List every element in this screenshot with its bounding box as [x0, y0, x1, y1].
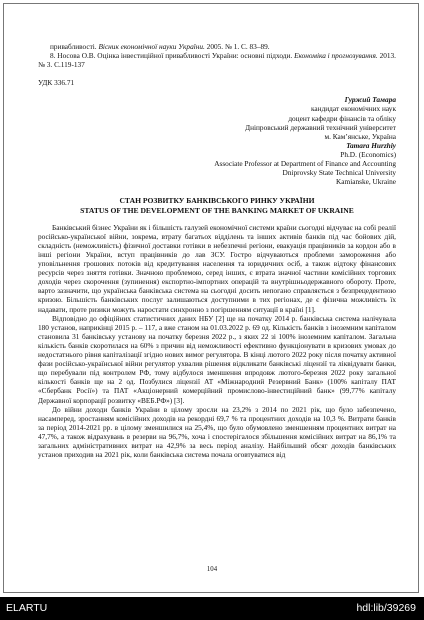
author-block	[38, 95, 396, 186]
author-city-en: Kamianske, Ukraine	[336, 177, 396, 187]
reference-7: привабливості. Вісник економічної науки України. 2005. № 1. С. 83–89.	[50, 42, 270, 51]
page-number: 104	[206, 566, 218, 573]
author-name-en: Tamara Hurzhiy	[346, 140, 396, 150]
reference-8: 8. Носова О.В. Оцінка інвестиційної привабливості України: основні підходи. Економіка і прогнозування. 2013. № 3. С.119-137	[38, 51, 397, 70]
article-content	[38, 42, 396, 459]
author-city-ua: м. Кам’янське, Україна	[324, 131, 396, 141]
author-university-en: Dniprovsky State Technical University	[282, 168, 396, 178]
udk-code: УДК 336.71	[38, 78, 75, 88]
repository-footer	[0, 597, 424, 620]
title-ua: СТАН РОЗВИТКУ БАНКІВСЬКОГО РИНКУ УКРАЇНИ	[119, 196, 315, 206]
paragraph-3: До війни доходи банків України в цілому зросли на 23,2% з 2014 по 2021 рік, що було забезпечено, насамперед, зростанням комісійних доходів на рекордні 69,7 % та процентних доходів на 10,3 %. Витрати банків за період 2014-2021 рр. в цілому зменшилися на 25,4%, що було обумовлено зменшенням процентних витрат на 47,7%, а також відрахувань в резерви на 96,7%, хоча і спостерігалося збільшення комісійних витрат на 86,1% та загальних адміністративних витрат на 42,9% за весь період аналізу. Найбільший обсяг доходів банківських установ приходив на 2021 рік, коли банківська система почала оговтуватися від	[38, 404, 396, 460]
author-degree-en: Ph.D. (Economics)	[340, 149, 396, 159]
repository-name: ELARTU	[6, 602, 48, 614]
paragraph-1: Банківський бізнес України як і більшість галузей економічної системи країни сьогодні відчуває на собі реалії російсько-української війни, зокрема, втрату багатьох відділень та інших активів банків під час бойових дій, складність (неможливість) фізичної доставки готівки в небезпечні регіони, евакуація працівників за кордон або в інші регіони України, вступ працівників до лав ЗСУ. Гостро відчуваються проблеми замороження або уповільнення грошових потоків від кредитування населення та юридичних осіб, а також відтоку фінансових ресурсів через зняття готівки. Значною проблемою, серед інших, є втрата значної частини комісійних торгових доходів через скорочення (зупинення) експортно-імпортних операцій та внутрішньодержавного обороту. Проте, варто зазначити, що українська банківська система на сьогодні досить непогано справляється з безпрецедентною кризою. Більшість банківських послуг залишаються доступними в тих регіонах, де є фізична можливість їх надавати, проте ризики можуть наростати синхронно з погіршенням ситуації в країні [1].	[38, 222, 396, 314]
author-university-ua: Дніпровський державний технічний університет	[245, 122, 396, 132]
author-name-ua: Гуржий Тамара	[344, 95, 396, 105]
author-degree-ua: кандидат економічних наук	[310, 104, 396, 114]
article-body	[38, 223, 396, 459]
author-position-ua: доцент кафедри фінансів та обліку	[288, 113, 396, 123]
paragraph-2: Відповідно до офіційних статистичних даних НБУ [2] ще на початку 2014 р. банківська система налічувала 180 установ, наприкінці 2015 р. – 117, а вже станом на 01.03.2022 р. 69 од. Кількість банків з іноземним капіталом становила 31 банківську установу на початку березня 2022 р., з яких 22 зі 100% іноземним капіталом. Загальна кількість банків скоротилася на 60% з причин від неможливості ефективно функціонувати в кризових умовах до недостатнього рівня капіталізації згідно нових вимог регулятора. В кінці лютого 2022 року після початку активної фази російсько-української війни регулятор ухвалив рішення відкликати банківські ліцензії та ліквідувати банки, що перебували під контролем РФ, тому відбулося зменшення впродовж лютого-березня 2022 року загальної кількості банків ще на 2 од. Позбулися ліцензії АТ «Міжнародний Резервний Банк» (100% капіталу ПАТ «Сбербанк Росії») та ПАТ «Акціонерний комерційний промислово-інвестиційний банк» (99,77% капіталу Державної корпорації розвитку «ВЕБ.РФ») [3].	[38, 313, 396, 405]
handle-link[interactable]: hdl:lib/39269	[356, 602, 416, 614]
article-title	[38, 196, 396, 214]
title-en: STATUS OF THE DEVELOPMENT OF THE BANKING MARKET OF UKRAINE	[80, 205, 354, 215]
author-position-en: Associate Professor at Department of Finance and Accounting	[214, 159, 396, 169]
